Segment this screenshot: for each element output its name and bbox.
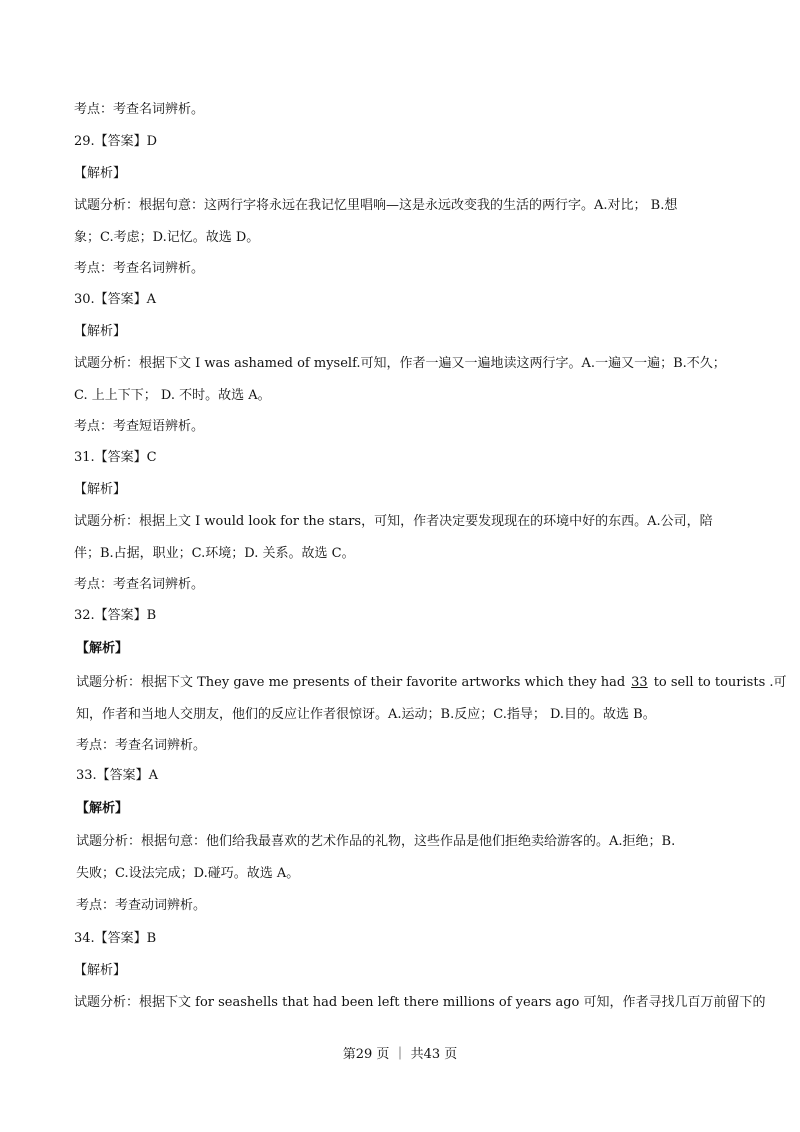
kaodian-33: 考点：考查动词辨析。 [76, 898, 207, 913]
analysis-heading-34: 【解析】 [74, 963, 127, 978]
analysis-29-line-1: 试题分析：根据句意：这两行字将永远在我记忆里唱响—这是永远改变我的生活的两行字。A.对比； B.想 [74, 198, 678, 213]
analysis-32-text-after: to sell to tourists .可 [653, 675, 787, 690]
answer-29: 29.【答案】D [74, 134, 158, 149]
kaodian-28: 考点：考查名词辨析。 [74, 102, 205, 117]
kaodian-32: 考点：考查名词辨析。 [76, 738, 207, 753]
analysis-30-line-1: 试题分析：根据下文 I was ashamed of myself.可知，作者一遍又一遍地读这两行字。A.一遍又一遍；B.不久； [74, 356, 726, 371]
page-footer: 第29 页 ｜ 共43 页 [342, 1047, 458, 1062]
analysis-heading-31: 【解析】 [74, 482, 127, 497]
analysis-31-line-1: 试题分析：根据上文 I would look for the stars，可知，作者决定要发现现在的环境中好的东西。A.公司，陪 [74, 514, 713, 529]
analysis-34-line-1: 试题分析：根据下文 for seashells that had been left there millions of years ago 可知，作者寻找几百万前留下的 [74, 995, 766, 1010]
kaodian-30: 考点：考查短语辨析。 [74, 419, 205, 434]
analysis-33-line-2: 失败；C.设法完成；D.碰巧。故选 A。 [76, 866, 300, 881]
analysis-29-line-2: 象；C.考虑；D.记忆。故选 D。 [74, 230, 260, 245]
blank-33: 33 [631, 675, 648, 690]
analysis-32-text-before: 试题分析：根据下文 They gave me presents of their favorite artworks which they had [76, 675, 626, 690]
analysis-33-line-1: 试题分析：根据句意：他们给我最喜欢的艺术作品的礼物，这些作品是他们拒绝卖给游客的。A.拒绝；B. [76, 834, 676, 849]
answer-32: 32.【答案】B [74, 608, 157, 623]
answer-30: 30.【答案】A [74, 292, 157, 307]
analysis-31-line-2: 伴；B.占据，职业；C.环境；D. 关系。故选 C。 [74, 546, 355, 561]
analysis-30-line-2: C. 上上下下； D. 不时。故选 A。 [74, 388, 271, 403]
analysis-heading-33: 【解析】 [76, 801, 129, 816]
answer-33: 33.【答案】A [76, 768, 159, 783]
kaodian-31: 考点：考查名词辨析。 [74, 577, 205, 592]
answer-31: 31.【答案】C [74, 450, 157, 465]
analysis-32-line-2: 知，作者和当地人交朋友，他们的反应让作者很惊讶。A.运动；B.反应；C.指导； D.目的。故选 B。 [76, 707, 656, 722]
kaodian-29: 考点：考查名词辨析。 [74, 261, 205, 276]
analysis-32-line-1 [76, 674, 787, 692]
analysis-heading-30: 【解析】 [74, 324, 127, 339]
analysis-heading-29: 【解析】 [74, 166, 127, 181]
answer-34: 34.【答案】B [74, 931, 157, 946]
analysis-heading-32: 【解析】 [76, 641, 129, 656]
